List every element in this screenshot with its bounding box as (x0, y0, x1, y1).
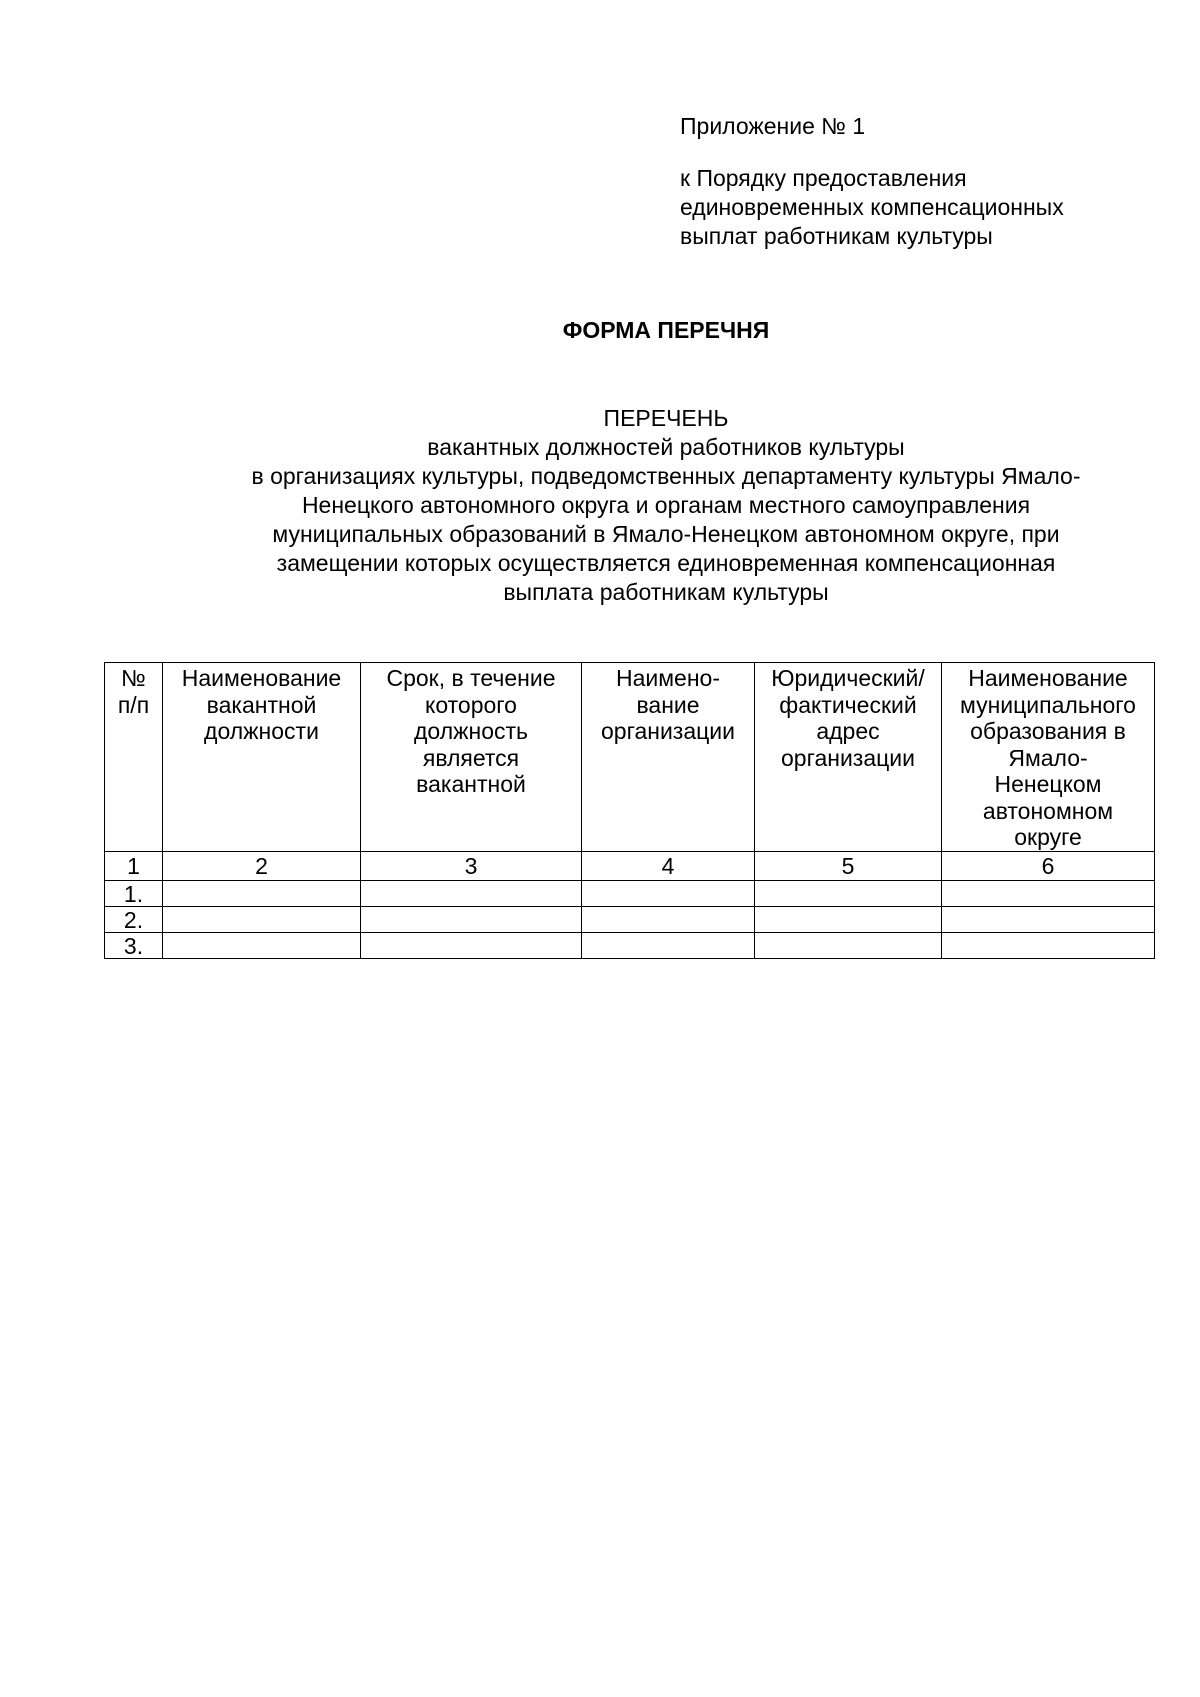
column-header-organization: Наимено- вание организации (582, 663, 755, 852)
row-number-cell: 1. (105, 881, 163, 907)
table-cell (361, 881, 582, 907)
table-cell (163, 881, 361, 907)
table-cell (755, 881, 942, 907)
column-header-number: № п/п (105, 663, 163, 852)
list-heading-line: в организациях культуры, подведомственных департаменту культуры Ямало- (251, 463, 1081, 489)
table-cell (582, 907, 755, 933)
column-number: 6 (942, 852, 1155, 881)
list-heading-line: вакантных должностей работников культуры (427, 434, 905, 460)
appendix-line: к Порядку предоставления (680, 165, 967, 191)
list-heading-line: муниципальных образований в Ямало-Ненецком автономном округе, при (272, 521, 1060, 547)
row-number-cell: 2. (105, 907, 163, 933)
column-header-address: Юридический/ фактический адрес организации (755, 663, 942, 852)
table-cell (361, 933, 582, 959)
column-number: 4 (582, 852, 755, 881)
table-cell (942, 933, 1155, 959)
row-number-cell: 3. (105, 933, 163, 959)
vacancy-table (104, 662, 1155, 959)
column-number: 1 (105, 852, 163, 881)
table-cell (582, 881, 755, 907)
table-cell (163, 933, 361, 959)
table-cell (755, 907, 942, 933)
column-number: 5 (755, 852, 942, 881)
table-cell (942, 907, 1155, 933)
list-heading-line: Ненецкого автономного округа и органам местного самоуправления (301, 492, 1031, 518)
table-cell (361, 907, 582, 933)
appendix-block (680, 112, 1160, 251)
list-heading-line: замещении которых осуществляется единовременная компенсационная (276, 550, 1056, 576)
column-number: 3 (361, 852, 582, 881)
column-header-position: Наименование вакантной должности (163, 663, 361, 852)
table-cell (582, 933, 755, 959)
list-heading (0, 404, 1200, 607)
list-heading-line: выплата работникам культуры (503, 579, 829, 605)
table-cell (755, 933, 942, 959)
column-header-vacancy-period: Срок, в течение которого должность является вакантной (361, 663, 582, 852)
table-row (105, 933, 1155, 959)
list-title: ПЕРЕЧЕНЬ (603, 405, 729, 431)
table-header-row (105, 663, 1155, 852)
table-row (105, 881, 1155, 907)
column-number: 2 (163, 852, 361, 881)
appendix-line: выплат работникам культуры (680, 223, 993, 249)
appendix-number: Приложение № 1 (680, 113, 866, 139)
form-title: ФОРМА ПЕРЕЧНЯ (562, 317, 770, 343)
table-cell (942, 881, 1155, 907)
appendix-line: единовременных компенсационных (680, 194, 1064, 220)
column-header-municipality: Наименование муниципального образования в Ямало- Ненецком автономном округе (942, 663, 1155, 852)
column-number-row (105, 852, 1155, 881)
table-cell (163, 907, 361, 933)
table-row (105, 907, 1155, 933)
